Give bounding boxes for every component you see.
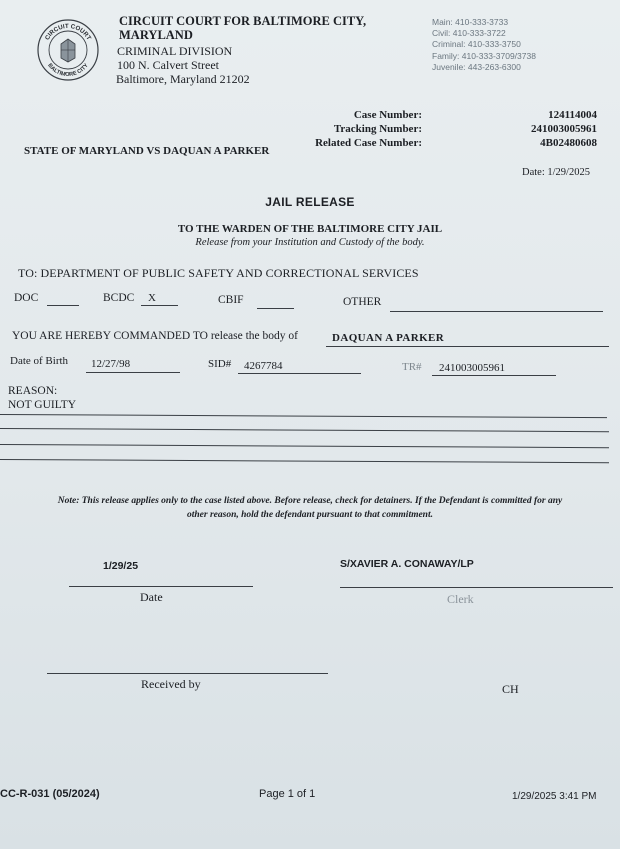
clerk-initials: CH xyxy=(502,682,519,696)
reason-line-1 xyxy=(0,414,607,418)
case-number-label: Case Number: xyxy=(353,109,422,121)
defendant-name-underline xyxy=(326,346,609,347)
clerk-signature-line xyxy=(340,587,613,588)
seal-text-bottom: BALTIMORE CITY xyxy=(46,62,90,79)
phone-juvenile: Juvenile: 443-263-6300 xyxy=(432,61,521,72)
tr-label: TR# xyxy=(402,361,422,373)
signed-date-label: Date xyxy=(140,590,163,604)
page-number: Page 1 of 1 xyxy=(259,788,316,800)
defendant-name: DAQUAN A PARKER xyxy=(332,332,445,344)
sid-label: SID# xyxy=(208,358,232,370)
tracking-number-value: 241003005961 xyxy=(531,123,597,135)
dob-value: 12/27/98 xyxy=(91,358,131,370)
clerk-signature-value: S/XAVIER A. CONAWAY/LP xyxy=(340,558,474,570)
note-line1: Note: This release applies only to the case listed above. Before release, check for detainers. If the Defendant is committed for any xyxy=(57,496,563,506)
phone-family: Family: 410-333-3709/3738 xyxy=(432,50,536,61)
command-text: YOU ARE HEREBY COMMANDED TO release the body of xyxy=(12,330,298,342)
reason-value: NOT GUILTY xyxy=(8,399,77,411)
print-timestamp: 1/29/2025 3:41 PM xyxy=(512,791,597,802)
signed-date-value: 1/29/25 xyxy=(103,560,139,572)
seal-text-top: CIRCUIT COURT xyxy=(43,22,93,42)
reason-block xyxy=(8,384,76,412)
court-seal-icon xyxy=(36,18,100,82)
received-by-label: Received by xyxy=(141,677,201,691)
form-number: CC-R-031 (05/2024) xyxy=(0,788,100,800)
release-note xyxy=(0,494,620,522)
warden-line: TO THE WARDEN OF THE BALTIMORE CITY JAIL xyxy=(177,223,443,235)
department-line: TO: DEPARTMENT OF PUBLIC SAFETY AND CORRECTIONAL SERVICES xyxy=(18,266,419,280)
phone-civil: Civil: 410-333-3722 xyxy=(432,28,506,39)
case-number-value: 124114004 xyxy=(548,109,597,121)
bcdc-value: X xyxy=(148,292,156,304)
reason-label: REASON: xyxy=(8,385,58,397)
sid-underline xyxy=(238,373,361,374)
document-date xyxy=(522,167,590,178)
date-signature-line xyxy=(69,586,253,587)
court-division: CRIMINAL DIVISION xyxy=(117,44,233,58)
date-value: 1/29/2025 xyxy=(547,167,590,178)
court-name-line2: MARYLAND xyxy=(119,28,193,42)
cbif-underline xyxy=(257,308,294,309)
case-values xyxy=(480,108,597,150)
received-signature-line xyxy=(47,673,328,674)
document-title: JAIL RELEASE xyxy=(265,195,355,209)
dob-label: Date of Birth xyxy=(10,355,69,367)
bcdc-underline xyxy=(141,305,178,306)
other-label: OTHER xyxy=(343,296,382,308)
phone-criminal: Criminal: 410-333-3750 xyxy=(432,39,521,50)
court-city: Baltimore, Maryland 21202 xyxy=(116,72,250,86)
note-line2: other reason, hold the defendant pursuant to that commitment. xyxy=(187,510,433,520)
doc-label: DOC xyxy=(14,292,39,304)
sid-value: 4267784 xyxy=(244,360,283,372)
case-caption: STATE OF MARYLAND VS DAQUAN A PARKER xyxy=(24,145,270,157)
court-address xyxy=(117,44,250,86)
reason-line-2 xyxy=(0,428,609,432)
bcdc-label: BCDC xyxy=(103,292,135,304)
cbif-label: CBIF xyxy=(218,294,244,306)
phone-main: Main: 410-333-3733 xyxy=(432,17,509,27)
reason-line-3 xyxy=(0,444,609,448)
doc-underline xyxy=(47,305,79,306)
dob-underline xyxy=(86,372,180,373)
court-name-line1: CIRCUIT COURT FOR BALTIMORE CITY, xyxy=(119,14,367,28)
tr-value: 241003005961 xyxy=(439,362,505,374)
clerk-label: Clerk xyxy=(447,592,474,606)
other-underline xyxy=(390,311,603,312)
court-street: 100 N. Calvert Street xyxy=(117,58,219,72)
case-labels xyxy=(300,108,422,150)
related-case-label: Related Case Number: xyxy=(315,137,422,149)
reason-line-4 xyxy=(0,459,609,463)
tracking-number-label: Tracking Number: xyxy=(333,123,422,135)
date-label: Date: xyxy=(522,167,545,178)
court-name xyxy=(119,14,366,42)
phone-list xyxy=(432,17,536,73)
related-case-value: 4B02480608 xyxy=(540,137,597,149)
tr-underline xyxy=(432,375,556,376)
warden-subline: Release from your Institution and Custody of the body. xyxy=(195,237,425,248)
